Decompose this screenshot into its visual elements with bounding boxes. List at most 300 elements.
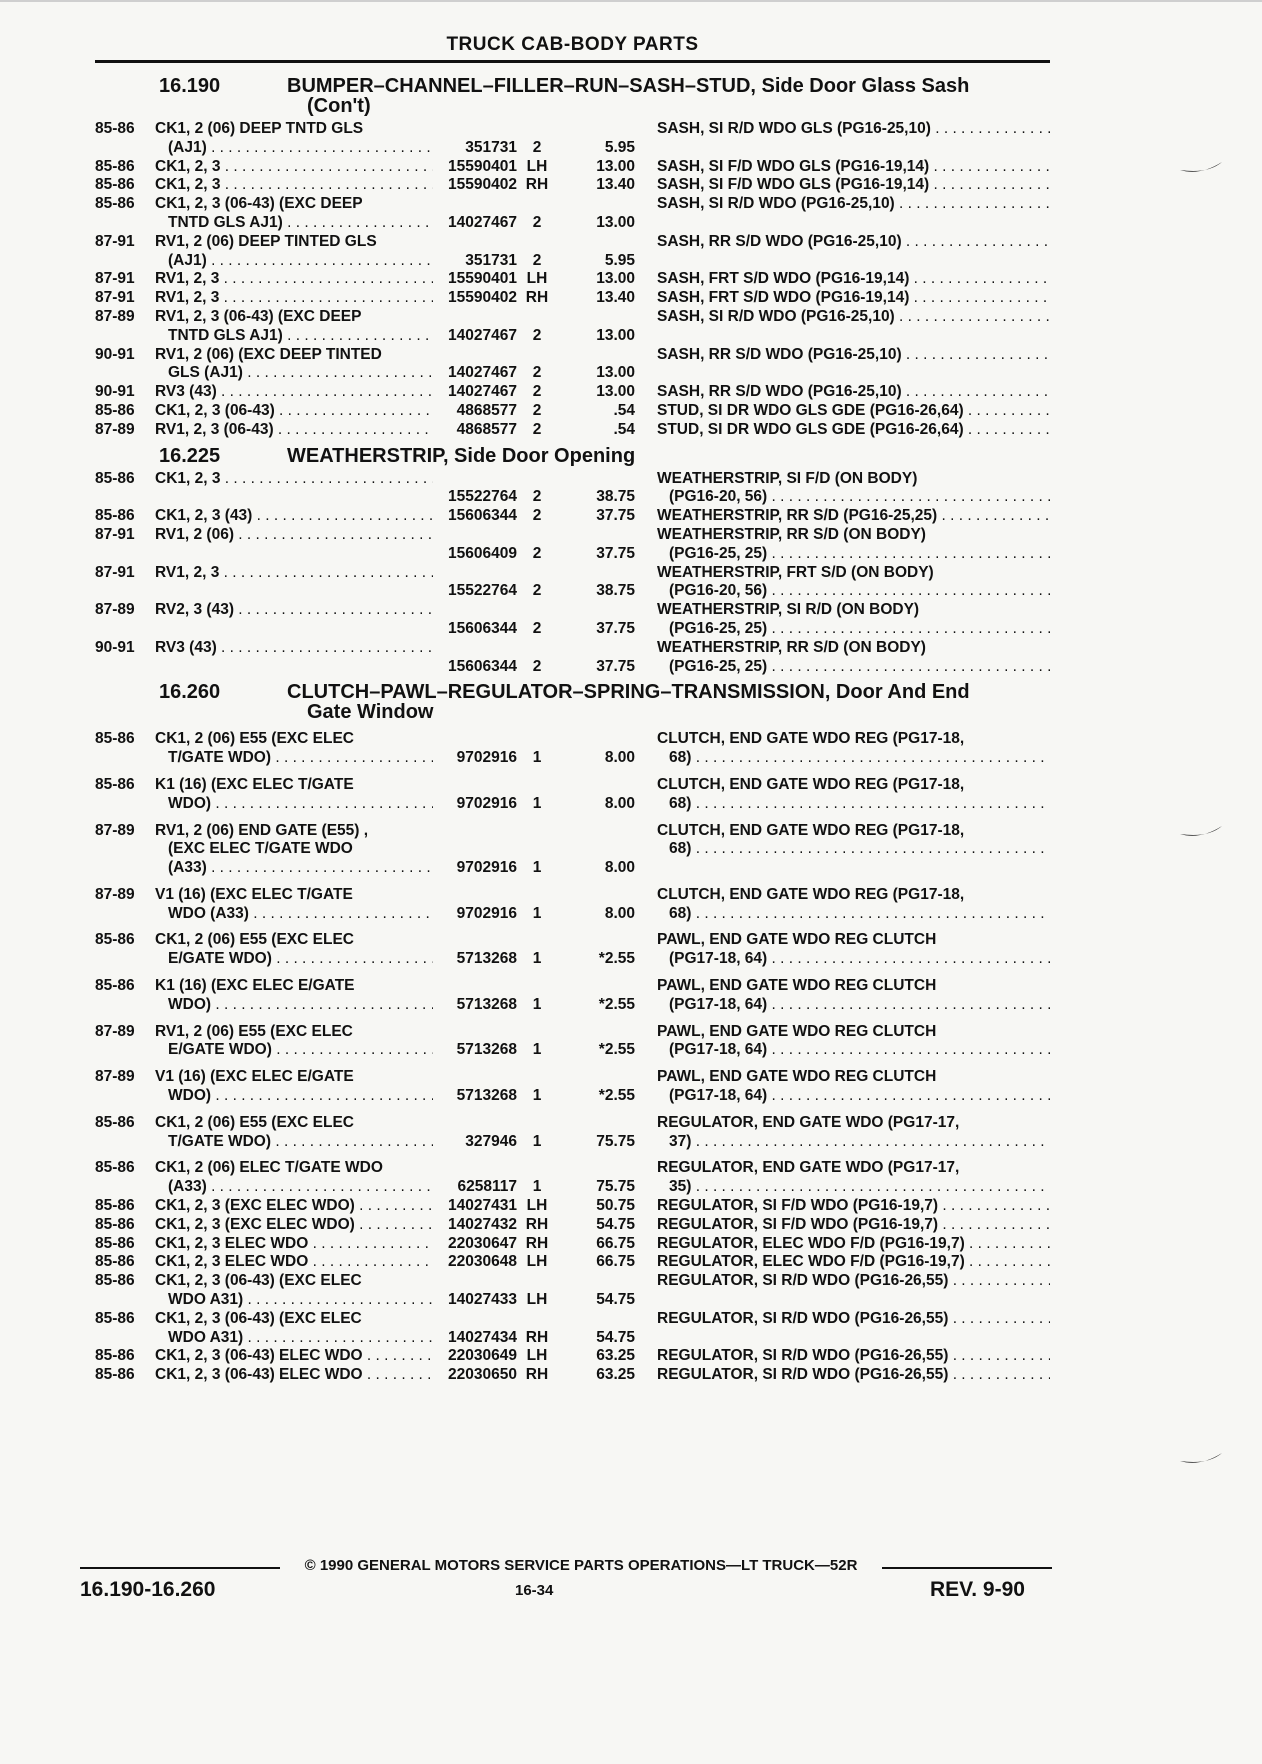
price: 75.75 [596, 1178, 635, 1196]
quantity: 2 [532, 420, 542, 438]
table-row [95, 1310, 1050, 1348]
section-title [95, 76, 1050, 116]
footer-revision: REV. 9-90 [930, 1578, 1025, 1601]
part-name [647, 383, 1050, 402]
price: 5.95 [604, 251, 635, 269]
model-description [155, 1197, 433, 1216]
section-heading-line: CLUTCH–PAWL–REGULATOR–SPRING–TRANSMISSION, Door And End [287, 681, 970, 704]
price: 37.75 [596, 544, 635, 562]
part-name [647, 564, 1050, 602]
description-line: V1 (16) (EXC ELEC E/GATE [155, 1068, 354, 1086]
model-description [155, 308, 433, 346]
price: 38.75 [596, 488, 635, 506]
quantity: 1 [532, 1041, 542, 1059]
model-years: 85-86 [95, 1366, 135, 1384]
page-title: TRUCK CAB-BODY PARTS [446, 34, 699, 55]
part-number: 15606344 [448, 657, 517, 675]
part-name [647, 346, 1050, 384]
quantity: 2 [532, 326, 542, 344]
price: 13.00 [596, 157, 635, 175]
section-number: 16.225 [159, 444, 221, 467]
model-description [155, 1272, 433, 1310]
description-line: (EXC ELEC T/GATE WDO [168, 840, 353, 858]
price: 54.75 [596, 1328, 635, 1346]
model-years: 85-86 [95, 775, 135, 793]
part-number: 15522764 [448, 488, 517, 506]
quantity: 2 [532, 544, 542, 562]
table-row [95, 526, 1050, 564]
section-number: 16.190 [159, 75, 221, 97]
part-name [647, 977, 1050, 1015]
model-description [155, 564, 433, 602]
price: *2.55 [598, 1087, 635, 1105]
model-description [155, 601, 433, 639]
part-name-line: STUD, SI DR WDO GLS GDE (PG16-26,64) . . . [657, 402, 1050, 421]
quantity: 2 [532, 582, 542, 600]
part-name-line: WEATHERSTRIP, SI R/D (ON BODY) [657, 601, 920, 619]
table-row [95, 1366, 1050, 1385]
price: 13.40 [596, 176, 635, 194]
part-number: 14027467 [448, 364, 517, 382]
part-number: 14027434 [448, 1328, 517, 1346]
part-number: 9702916 [456, 749, 517, 767]
description-line: RV1, 2 (06) . . . [155, 526, 433, 545]
description-line: CK1, 2, 3 (06-43) (EXC ELEC [155, 1272, 362, 1290]
part-name [647, 931, 1050, 969]
table-row [95, 470, 1050, 508]
quantity: 2 [532, 488, 542, 506]
part-name-line: 68) . . . [657, 795, 1050, 814]
table-row [95, 1023, 1050, 1061]
part-name [647, 308, 1050, 346]
description-line: WDO) . . . [155, 1087, 433, 1106]
table-row [95, 346, 1050, 384]
model-years: 87-89 [95, 601, 135, 619]
quantity: 1 [532, 1132, 542, 1150]
table-row [95, 176, 1050, 195]
model-years: 85-86 [95, 931, 135, 949]
section-heading-line: Gate Window [307, 701, 434, 724]
description-line: WDO A31) . . . [155, 1329, 433, 1348]
price: 8.00 [604, 749, 635, 767]
description-line: RV3 (43) . . . [155, 639, 433, 658]
part-name [647, 601, 1050, 639]
price: .54 [613, 420, 635, 438]
part-name [647, 1197, 1050, 1216]
model-years: 85-86 [95, 401, 135, 419]
model-description [155, 639, 433, 677]
table-row [95, 1197, 1050, 1216]
part-name-line: CLUTCH, END GATE WDO REG (PG17-18, [657, 730, 965, 748]
quantity: RH [525, 1366, 549, 1384]
part-number: 4868577 [456, 401, 517, 419]
part-name [647, 421, 1050, 440]
price: 13.40 [596, 289, 635, 307]
table-row [95, 195, 1050, 233]
price: 8.00 [604, 859, 635, 877]
description-line: RV1, 2, 3 (06-43) . . . [155, 421, 433, 440]
model-description [155, 470, 433, 508]
section-title [95, 446, 1050, 466]
model-years: 87-89 [95, 885, 135, 903]
part-name-line: (PG17-18, 64) . . . [657, 1041, 1050, 1060]
model-description [155, 421, 433, 440]
table-row [95, 1114, 1050, 1152]
part-name [647, 402, 1050, 421]
part-name [647, 1272, 1050, 1310]
price: 66.75 [596, 1253, 635, 1271]
part-number: 15590402 [448, 289, 517, 307]
quantity: 1 [532, 1178, 542, 1196]
parts-section [95, 76, 1050, 440]
part-name-line: CLUTCH, END GATE WDO REG (PG17-18, [657, 885, 965, 903]
model-years: 85-86 [95, 1197, 135, 1215]
part-number: 5713268 [456, 1087, 517, 1105]
description-line: T/GATE WDO) . . . [155, 749, 433, 768]
table-row [95, 564, 1050, 602]
model-years: 87-89 [95, 307, 135, 325]
part-name [647, 526, 1050, 564]
description-line: CK1, 2, 3 (43) . . . [155, 507, 433, 526]
part-name-line: SASH, FRT S/D WDO (PG16-19,14) . . . [657, 289, 1050, 308]
model-years: 87-91 [95, 232, 135, 250]
header-rule [95, 60, 1050, 63]
model-description [155, 1216, 433, 1235]
part-name [647, 233, 1050, 271]
binder-hole-mark [1180, 826, 1222, 840]
description-line: WDO) . . . [155, 996, 433, 1015]
description-line: CK1, 2 (06) ELEC T/GATE WDO [155, 1159, 383, 1177]
part-number: 4868577 [456, 420, 517, 438]
quantity: 1 [532, 950, 542, 968]
part-name [647, 1159, 1050, 1197]
quantity: LH [526, 1291, 548, 1309]
part-name-line: SASH, RR S/D WDO (PG16-25,10) . . . [657, 346, 1050, 365]
price: 8.00 [604, 794, 635, 812]
part-name [647, 822, 1050, 878]
part-name [647, 886, 1050, 924]
part-number: 14027467 [448, 213, 517, 231]
part-name [647, 1347, 1050, 1366]
quantity: 2 [532, 213, 542, 231]
description-line: TNTD GLS AJ1) . . . [155, 327, 433, 346]
part-number: 6258117 [457, 1178, 517, 1196]
part-number: 14027467 [448, 326, 517, 344]
part-name [647, 639, 1050, 677]
quantity: 1 [532, 904, 542, 922]
model-years: 85-86 [95, 157, 135, 175]
part-name [647, 158, 1050, 177]
description-line: RV1, 2 (06) END GATE (E55) , [155, 821, 369, 839]
part-number: 15606344 [448, 619, 517, 637]
table-row [95, 977, 1050, 1015]
description-line: RV3 (43) . . . [155, 383, 433, 402]
description-line: RV1, 2, 3 . . . [155, 564, 433, 583]
part-number: 22030649 [448, 1347, 517, 1365]
description-line: CK1, 2 (06) E55 (EXC ELEC [155, 1113, 354, 1131]
description-line: RV1, 2, 3 . . . [155, 289, 433, 308]
section-heading [279, 682, 1050, 722]
part-name-line: PAWL, END GATE WDO REG CLUTCH [657, 1022, 937, 1040]
description-line: CK1, 2, 3 (06-43) ELEC WDO . . . [155, 1366, 433, 1385]
quantity: RH [525, 289, 549, 307]
model-description [155, 931, 433, 969]
part-name-line: SASH, SI F/D WDO GLS (PG16-19,14) . . . [657, 158, 1050, 177]
part-number: 14027433 [448, 1291, 517, 1309]
section-number: 16.260 [159, 681, 221, 704]
part-number: 15606409 [448, 544, 517, 562]
part-name-line: WEATHERSTRIP, SI F/D (ON BODY) [657, 469, 918, 487]
model-description [155, 507, 433, 526]
part-name-line: REGULATOR, ELEC WDO F/D (PG16-19,7) . . . [657, 1235, 1050, 1254]
section-heading [279, 446, 1050, 466]
part-name-line: SASH, RR S/D WDO (PG16-25,10) . . . [657, 383, 1050, 402]
price: 54.75 [596, 1215, 635, 1233]
price: 37.75 [596, 507, 635, 525]
model-years: 90-91 [95, 383, 135, 401]
model-description [155, 1068, 433, 1106]
model-years: 87-91 [95, 525, 135, 543]
part-number: 15590401 [448, 157, 517, 175]
price: 13.00 [596, 364, 635, 382]
part-name-line: REGULATOR, END GATE WDO (PG17-17, [657, 1113, 960, 1131]
part-name [647, 776, 1050, 814]
table-row [95, 886, 1050, 924]
table-row [95, 822, 1050, 878]
model-years: 85-86 [95, 1234, 135, 1252]
part-name-line: (PG16-25, 25) . . . [657, 620, 1050, 639]
section-heading-line: BUMPER–CHANNEL–FILLER–RUN–SASH–STUD, Side Door Glass Sash [287, 75, 970, 97]
price: 37.75 [596, 619, 635, 637]
model-description [155, 1253, 433, 1272]
model-years: 87-89 [95, 1022, 135, 1040]
model-description [155, 270, 433, 289]
description-line: CK1, 2, 3 . . . [155, 176, 433, 195]
part-name [647, 1253, 1050, 1272]
quantity: 2 [532, 364, 542, 382]
part-name [647, 1235, 1050, 1254]
table-row [95, 601, 1050, 639]
part-number: 5713268 [456, 950, 517, 968]
model-years: 85-86 [95, 469, 135, 487]
model-description [155, 776, 433, 814]
model-years: 87-89 [95, 420, 135, 438]
table-row [95, 120, 1050, 158]
description-line: WDO A31) . . . [155, 1291, 433, 1310]
part-number: 5713268 [456, 1041, 517, 1059]
model-years: 85-86 [95, 730, 135, 748]
description-line: CK1, 2, 3 ELEC WDO . . . [155, 1253, 433, 1272]
part-name-line: PAWL, END GATE WDO REG CLUTCH [657, 977, 937, 995]
quantity: LH [526, 1197, 548, 1215]
table-row [95, 507, 1050, 526]
table-row [95, 1068, 1050, 1106]
description-line: CK1, 2 (06) E55 (EXC ELEC [155, 730, 354, 748]
part-name-line: STUD, SI DR WDO GLS GDE (PG16-26,64) . . . [657, 421, 1050, 440]
description-line: E/GATE WDO) . . . [155, 950, 433, 969]
part-name [647, 1366, 1050, 1385]
model-description [155, 383, 433, 402]
part-number: 351731 [465, 251, 517, 269]
model-years: 87-91 [95, 289, 135, 307]
price: 13.00 [596, 383, 635, 401]
part-name [647, 176, 1050, 195]
table-row [95, 639, 1050, 677]
table-row [95, 1159, 1050, 1197]
part-name-line: SASH, FRT S/D WDO (PG16-19,14) . . . [657, 270, 1050, 289]
description-line: CK1, 2, 3 (06-43) . . . [155, 402, 433, 421]
quantity: RH [525, 1215, 549, 1233]
table-row [95, 402, 1050, 421]
description-line: WDO) . . . [155, 795, 433, 814]
model-description [155, 346, 433, 384]
part-number: 351731 [465, 138, 517, 156]
quantity: RH [525, 176, 549, 194]
part-name-line: 68) . . . [657, 905, 1050, 924]
part-name-line: CLUTCH, END GATE WDO REG (PG17-18, [657, 821, 965, 839]
price: 13.00 [596, 213, 635, 231]
model-years: 85-86 [95, 195, 135, 213]
part-name-line: 68) . . . [657, 840, 1050, 859]
quantity: 2 [532, 383, 542, 401]
part-name-line: REGULATOR, ELEC WDO F/D (PG16-19,7) . . . [657, 1253, 1050, 1272]
table-row [95, 1272, 1050, 1310]
model-description [155, 289, 433, 308]
part-name-line: WEATHERSTRIP, RR S/D (ON BODY) [657, 638, 926, 656]
quantity: 2 [532, 401, 542, 419]
model-years: 85-86 [95, 1113, 135, 1131]
part-name [647, 1114, 1050, 1152]
footer-section-range: 16.190-16.260 [80, 1578, 216, 1601]
description-line: CK1, 2, 3 (06-43) ELEC WDO . . . [155, 1347, 433, 1366]
model-years: 85-86 [95, 1215, 135, 1233]
model-description [155, 1023, 433, 1061]
part-name-line: SASH, SI R/D WDO (PG16-25,10) . . . [657, 308, 1050, 327]
part-number: 15522764 [448, 582, 517, 600]
description-line: RV1, 2 (06) DEEP TINTED GLS [155, 232, 377, 250]
model-description [155, 176, 433, 195]
section-heading [279, 76, 1050, 116]
part-name [647, 1068, 1050, 1106]
part-name-line: (PG17-18, 64) . . . [657, 996, 1050, 1015]
description-line: V1 (16) (EXC ELEC T/GATE [155, 885, 353, 903]
quantity: RH [525, 1328, 549, 1346]
model-description [155, 1310, 433, 1348]
model-description [155, 886, 433, 924]
table-row [95, 1216, 1050, 1235]
part-name [647, 730, 1050, 768]
part-name [647, 507, 1050, 526]
part-name-line: REGULATOR, SI R/D WDO (PG16-26,55) . . . [657, 1272, 1050, 1291]
part-number: 15606344 [448, 507, 517, 525]
model-years: 85-86 [95, 1253, 135, 1271]
part-number: 22030647 [448, 1234, 517, 1252]
part-name [647, 270, 1050, 289]
quantity: 2 [532, 138, 542, 156]
part-number: 9702916 [456, 904, 517, 922]
parts-listing [95, 70, 1050, 1385]
part-name-line: PAWL, END GATE WDO REG CLUTCH [657, 1068, 937, 1086]
part-number: 327946 [465, 1132, 517, 1150]
part-name-line: (PG17-18, 64) . . . [657, 950, 1050, 969]
part-name-line: REGULATOR, END GATE WDO (PG17-17, [657, 1159, 960, 1177]
footer-copyright: © 1990 GENERAL MOTORS SERVICE PARTS OPERATIONS—LT TRUCK—52R [304, 1557, 858, 1574]
table-row [95, 776, 1050, 814]
part-name-line: WEATHERSTRIP, RR S/D (PG16-25,25) . . . [657, 507, 1050, 526]
description-line: CK1, 2, 3 ELEC WDO . . . [155, 1235, 433, 1254]
model-description [155, 1366, 433, 1385]
description-line: TNTD GLS AJ1) . . . [155, 214, 433, 233]
price: 63.25 [596, 1366, 635, 1384]
price: 54.75 [596, 1291, 635, 1309]
description-line: CK1, 2, 3 (06-43) (EXC DEEP [155, 195, 363, 213]
part-name-line: WEATHERSTRIP, RR S/D (ON BODY) [657, 525, 926, 543]
model-years: 90-91 [95, 638, 135, 656]
model-years: 90-91 [95, 345, 135, 363]
model-years: 85-86 [95, 977, 135, 995]
part-name [647, 120, 1050, 158]
price: *2.55 [598, 1041, 635, 1059]
part-number: 15590402 [448, 176, 517, 194]
top-edge-rule [0, 0, 1262, 2]
description-line: (AJ1) . . . [155, 252, 433, 271]
part-name [647, 1310, 1050, 1348]
part-name-line: (PG16-25, 25) . . . [657, 658, 1050, 677]
model-years: 87-89 [95, 1068, 135, 1086]
model-description [155, 526, 433, 564]
model-description [155, 120, 433, 158]
part-number: 22030650 [448, 1366, 517, 1384]
model-description [155, 402, 433, 421]
description-line: RV1, 2 (06) E55 (EXC ELEC [155, 1022, 353, 1040]
description-line: E/GATE WDO) . . . [155, 1041, 433, 1060]
description-line: GLS (AJ1) . . . [155, 364, 433, 383]
quantity: LH [526, 1347, 548, 1365]
model-description [155, 1114, 433, 1152]
table-row [95, 270, 1050, 289]
model-description [155, 977, 433, 1015]
description-line: (A33) . . . [155, 859, 433, 878]
model-years: 87-91 [95, 563, 135, 581]
quantity: 2 [532, 619, 542, 637]
parts-section [95, 682, 1050, 1385]
price: 8.00 [604, 904, 635, 922]
table-row [95, 233, 1050, 271]
description-line: RV2, 3 (43) . . . [155, 601, 433, 620]
table-row [95, 730, 1050, 768]
price: 5.95 [604, 138, 635, 156]
part-name-line: (PG16-20, 56) . . . [657, 582, 1050, 601]
quantity: 1 [532, 794, 542, 812]
quantity: 1 [532, 859, 542, 877]
quantity: 1 [532, 995, 542, 1013]
part-name-line: REGULATOR, SI F/D WDO (PG16-19,7) . . . [657, 1197, 1050, 1216]
part-number: 14027432 [448, 1215, 517, 1233]
table-row [95, 931, 1050, 969]
quantity: LH [526, 270, 548, 288]
quantity: LH [526, 1253, 548, 1271]
description-line: CK1, 2, 3 (06-43) (EXC ELEC [155, 1309, 362, 1327]
section-heading-line: WEATHERSTRIP, Side Door Opening [287, 444, 636, 467]
price: 13.00 [596, 326, 635, 344]
footer-rule-right [882, 1567, 1052, 1569]
model-years: 85-86 [95, 1272, 135, 1290]
part-number: 9702916 [456, 859, 517, 877]
model-description [155, 1347, 433, 1366]
description-line: (AJ1) . . . [155, 139, 433, 158]
part-name [647, 195, 1050, 233]
model-description [155, 158, 433, 177]
